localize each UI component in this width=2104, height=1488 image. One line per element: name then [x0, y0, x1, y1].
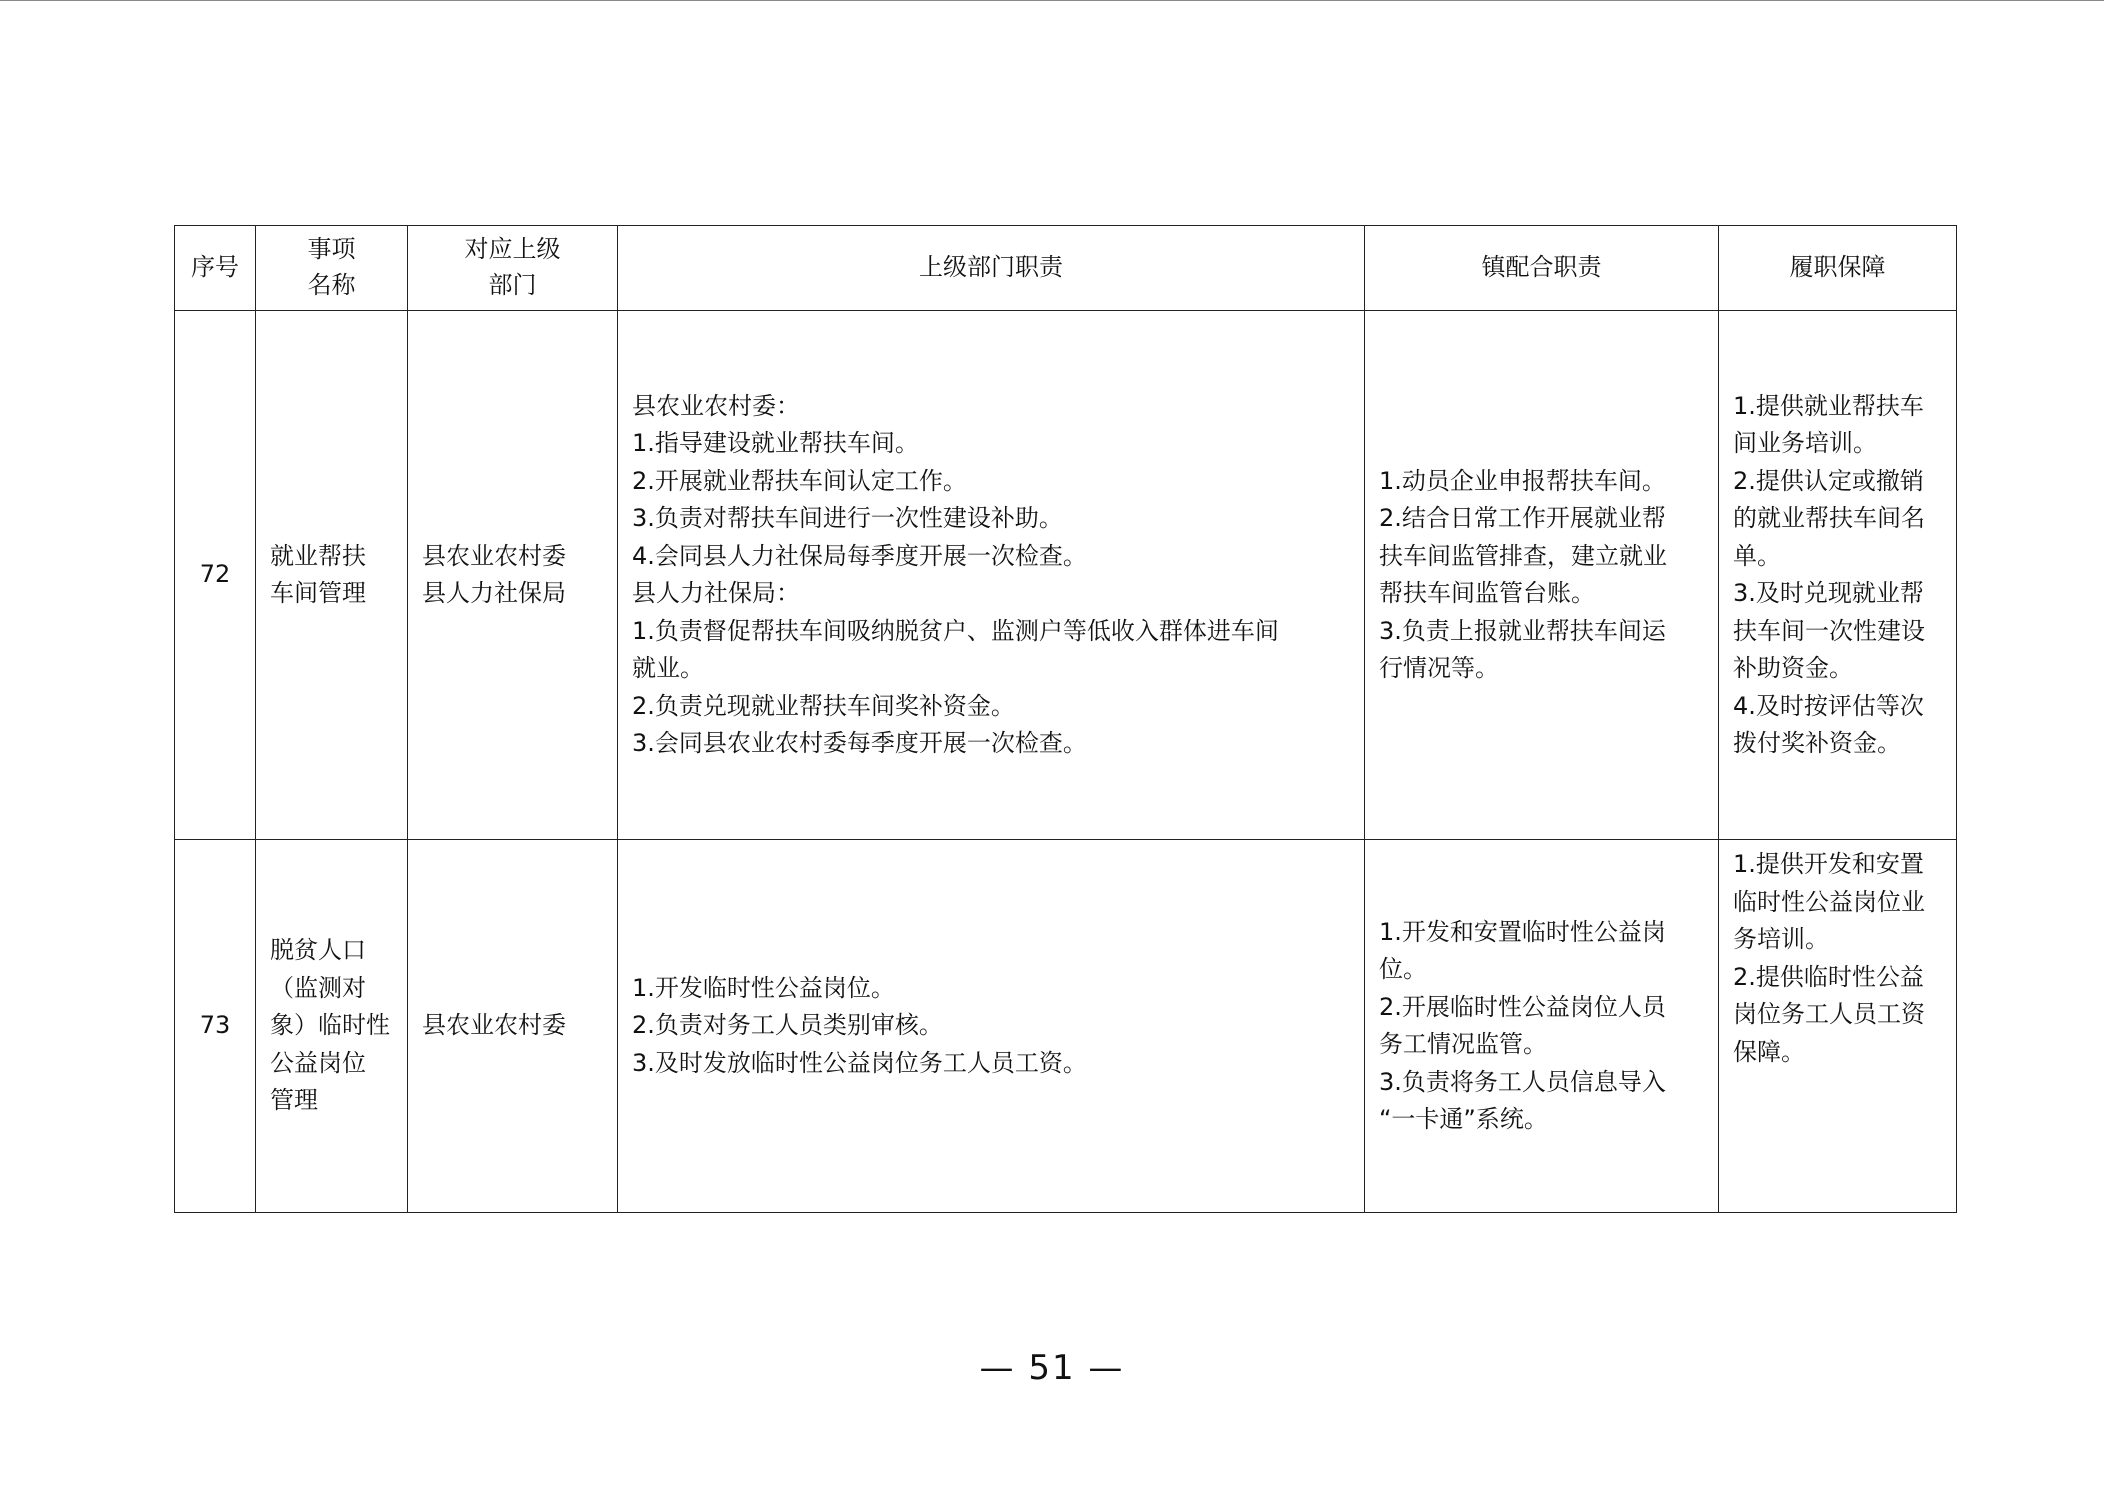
- cell-text-line: 1.提供就业帮扶车: [1733, 391, 1924, 420]
- cell-text-line: 就业。: [632, 654, 704, 682]
- cell-text-line: 县农业农村委: [422, 541, 566, 570]
- cell-text-line: 脱贫人口: [270, 936, 366, 965]
- cell-dept: [408, 311, 618, 840]
- cell-text-line: 1.动员企业申报帮扶车间。: [1379, 466, 1666, 495]
- cell-text-line: 拨付奖补资金。: [1733, 729, 1901, 757]
- cell-upper-duties: [618, 840, 1365, 1213]
- table-header-row: [175, 226, 1957, 311]
- cell-text-line: 2.结合日常工作开展就业帮: [1379, 504, 1666, 532]
- cell-text-line: 就业帮扶: [270, 541, 366, 570]
- cell-text-line: 县人力社保局：: [632, 579, 800, 607]
- cell-text-line: 岗位务工人员工资: [1733, 1000, 1925, 1028]
- cell-text-line: 补助资金。: [1733, 654, 1853, 682]
- cell-text-line: 3.及时发放临时性公益岗位务工人员工资。: [632, 1048, 1087, 1077]
- cell-no: 72: [175, 311, 256, 840]
- top-border-rule: [0, 0, 2104, 1]
- header-name-line: 名称: [307, 271, 356, 300]
- cell-text-line: 帮扶车间监管台账。: [1379, 579, 1595, 607]
- cell-text-line: 2.提供认定或撤销: [1733, 466, 1924, 495]
- header-upper-duties: 上级部门职责: [618, 226, 1365, 311]
- cell-text-line: 扶车间一次性建设: [1733, 616, 1925, 645]
- table-row: [175, 311, 1957, 840]
- header-dept-line: 对应上级: [464, 235, 561, 264]
- cell-text-line: 管理: [270, 1086, 318, 1115]
- cell-text-line: 象）临时性: [270, 1011, 390, 1040]
- cell-text-line: 1.指导建设就业帮扶车间。: [632, 429, 919, 457]
- cell-text-line: 单。: [1733, 541, 1781, 570]
- cell-text-line: 扶车间监管排查，建立就业: [1379, 541, 1667, 570]
- cell-text-line: 3.负责将务工人员信息导入: [1379, 1067, 1666, 1096]
- header-name: [256, 226, 408, 311]
- header-guarantee: 履职保障: [1719, 226, 1957, 311]
- cell-text-line: （监测对: [270, 973, 366, 1002]
- cell-text-line: 间业务培训。: [1733, 429, 1877, 457]
- cell-text-line: 2.开展就业帮扶车间认定工作。: [632, 466, 967, 495]
- cell-text-line: 2.提供临时性公益: [1733, 962, 1924, 991]
- header-no: 序号: [175, 226, 256, 311]
- cell-name: [256, 311, 408, 840]
- cell-dept: [408, 840, 618, 1213]
- cell-name: [256, 840, 408, 1213]
- cell-text-line: 3.负责上报就业帮扶车间运: [1379, 616, 1666, 645]
- header-town-duties: 镇配合职责: [1365, 226, 1719, 311]
- cell-text-line: 3.会同县农业农村委每季度开展一次检查。: [632, 729, 1087, 757]
- cell-text-line: 2.负责兑现就业帮扶车间奖补资金。: [632, 691, 1015, 720]
- cell-text-line: 3.负责对帮扶车间进行一次性建设补助。: [632, 504, 1063, 532]
- header-dept-line: 部门: [488, 271, 537, 300]
- cell-text-line: 4.会同县人力社保局每季度开展一次检查。: [632, 541, 1087, 570]
- cell-text-line: 务培训。: [1733, 925, 1829, 953]
- cell-text-line: 1.负责督促帮扶车间吸纳脱贫户、监测户等低收入群体进车间: [632, 616, 1279, 645]
- cell-text-line: 务工情况监管。: [1379, 1030, 1547, 1058]
- cell-text-line: 行情况等。: [1379, 654, 1499, 682]
- cell-town-duties: [1365, 311, 1719, 840]
- cell-text-line: 县农业农村委：: [632, 391, 800, 420]
- cell-text-line: 4.及时按评估等次: [1733, 691, 1924, 720]
- cell-text-line: 公益岗位: [270, 1048, 366, 1077]
- cell-text-line: 车间管理: [270, 579, 366, 607]
- cell-text-line: 位。: [1379, 955, 1427, 983]
- cell-no: 73: [175, 840, 256, 1213]
- cell-text-line: 保障。: [1733, 1037, 1805, 1066]
- cell-text-line: 1.开发和安置临时性公益岗: [1379, 917, 1666, 946]
- cell-town-duties: [1365, 840, 1719, 1213]
- cell-text-line: 临时性公益岗位业: [1733, 887, 1925, 916]
- cell-text-line: 1.开发临时性公益岗位。: [632, 973, 895, 1002]
- cell-text-line: 的就业帮扶车间名: [1733, 504, 1925, 532]
- table-row: [175, 840, 1957, 1213]
- cell-text-line: 县人力社保局: [422, 579, 566, 607]
- cell-text-line: 3.及时兑现就业帮: [1733, 579, 1924, 607]
- header-name-line: 事项: [307, 235, 356, 264]
- cell-text-line: 1.提供开发和安置: [1733, 850, 1924, 878]
- page-number: — 51 —: [979, 1348, 1125, 1388]
- cell-upper-duties: [618, 311, 1365, 840]
- cell-text-line: “一卡通”系统。: [1379, 1105, 1548, 1133]
- cell-guarantee: [1719, 840, 1957, 1213]
- cell-text-line: 2.开展临时性公益岗位人员: [1379, 992, 1666, 1021]
- header-dept: [408, 226, 618, 311]
- cell-guarantee: [1719, 311, 1957, 840]
- duty-table: [174, 225, 1957, 1213]
- cell-text-line: 县农业农村委: [422, 1011, 566, 1040]
- cell-text-line: 2.负责对务工人员类别审核。: [632, 1011, 943, 1040]
